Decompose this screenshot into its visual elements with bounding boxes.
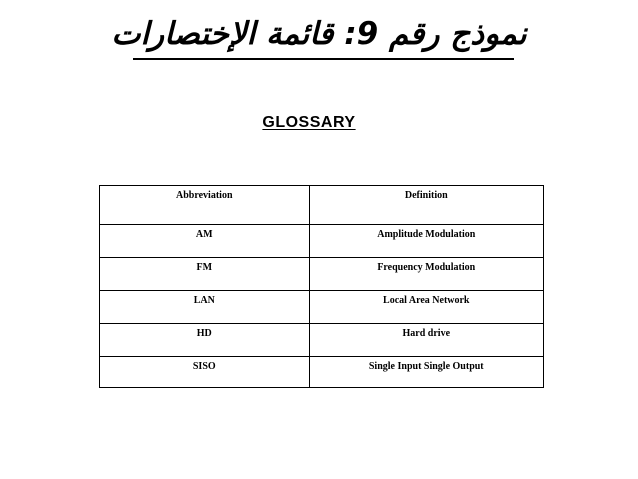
definition-cell: Amplitude Modulation: [309, 225, 543, 258]
abbreviation-cell: SISO: [100, 357, 310, 388]
table-row: [100, 258, 544, 291]
abbreviation-cell: AM: [100, 225, 310, 258]
table-row: [100, 357, 544, 388]
title-underline: [133, 58, 514, 60]
page-title: نموذج رقم 9: قائمة الإختصارات: [111, 16, 527, 52]
definition-cell: Hard drive: [309, 324, 543, 357]
glossary-table: [99, 185, 544, 388]
column-header-abbreviation: Abbreviation: [100, 186, 310, 225]
glossary-heading: [0, 114, 618, 132]
definition-cell: Single Input Single Output: [309, 357, 543, 388]
glossary-heading-text: GLOSSARY: [262, 114, 356, 131]
abbreviation-cell: HD: [100, 324, 310, 357]
definition-cell: Local Area Network: [309, 291, 543, 324]
abbreviation-cell: LAN: [100, 291, 310, 324]
abbreviation-cell: FM: [100, 258, 310, 291]
table-row: [100, 291, 544, 324]
table-header-row: [100, 186, 544, 225]
definition-cell: Frequency Modulation: [309, 258, 543, 291]
column-header-definition: Definition: [309, 186, 543, 225]
table-row: [100, 225, 544, 258]
table-row: [100, 324, 544, 357]
